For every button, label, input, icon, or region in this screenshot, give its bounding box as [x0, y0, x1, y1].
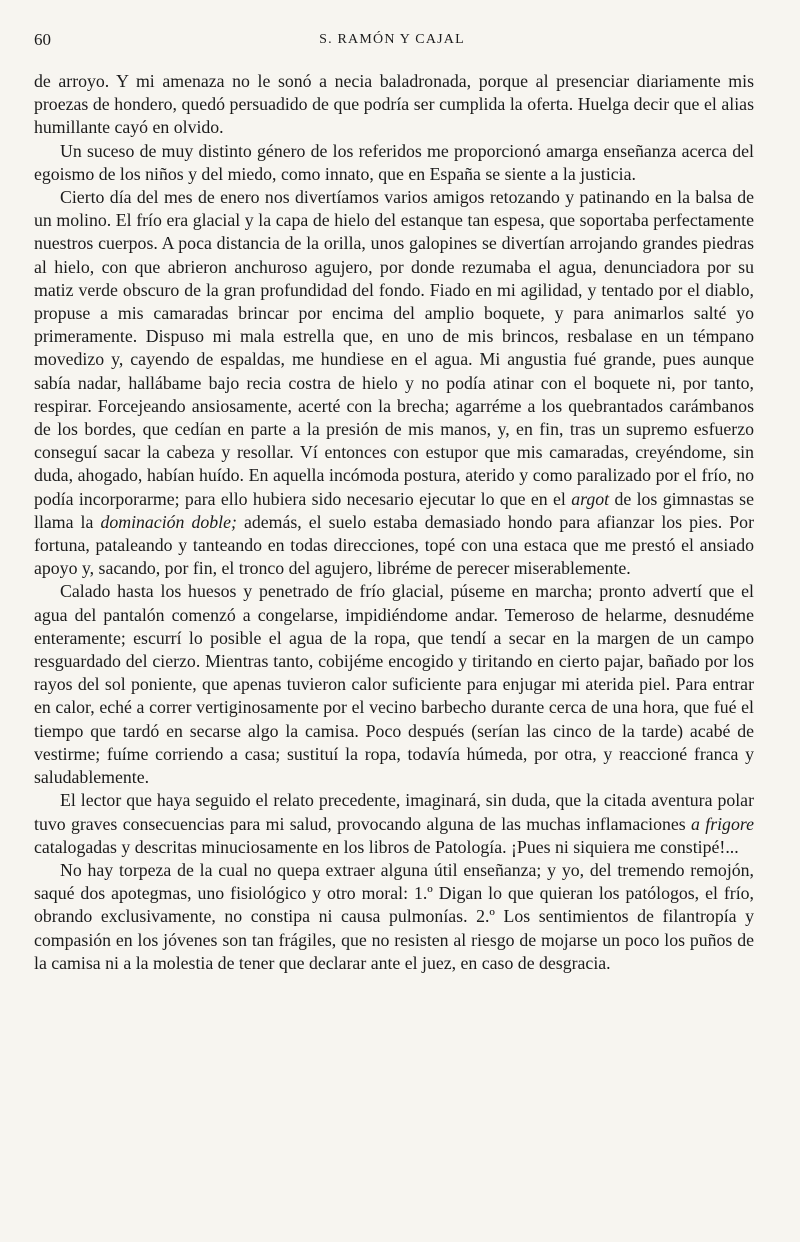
paragraph-1: de arroyo. Y mi amenaza no le sonó a necia baladronada, porque al presenciar diariamente mis proezas de hondero, quedó persuadido de que podría ser cumplida la oferta. Huelga decir que el alias humillante cayó en olvido. — [34, 71, 754, 138]
running-title: S. RAMÓN Y CAJAL — [319, 32, 465, 47]
page-number: 60 — [34, 30, 51, 49]
running-header — [34, 30, 750, 54]
italic-term-argot: argot — [571, 488, 610, 509]
paragraph-4: Calado hasta los huesos y penetrado de frío glacial, púseme en marcha; pronto advertí que el agua del pantalón comenzó a congelarse, impidiéndome andar. Temeroso de helarme, desnudéme enteramente; escurrí lo posible el agua de la ropa, que tendí a secar en la margen de un campo resguardado del cierzo. Mientras tanto, cobijéme encogido y tiritando en cierto pajar, bañado por los rayos del sol poniente, que apenas tuvieron calor suficiente para enjugar mi aterida piel. Para entrar en calor, eché a correr vertiginosamente por el vecino barbecho durante cerca de una hora, que fué el tiempo que tardó en secarse algo la camisa. Poco después (serían las cinco de la tarde) acabé de vestirme; fuíme corriendo a casa; sustituí la ropa, todavía húmeda, por otra, y reaccioné franca y saludablemente. — [34, 581, 754, 788]
paragraph-5-text-a: El lector que haya seguido el relato precedente, imaginará, sin duda, que la citada aventura polar tuvo graves consecuencias para mi salud, provocando alguna de las muchas inflamaciones — [34, 790, 754, 834]
paragraph-3-text-a: Cierto día del mes de enero nos divertíamos varios amigos retozando y patinando en la balsa de un molino. El frío era glacial y la capa de hielo del estanque tan espesa, que soportaba perfectamente nuestros cuerpos. A poca distancia de la orilla, unos galopines se divertían arrojando grandes piedras al hielo, con que abrieron anchuroso agujero, por donde rezumaba el agua, denunciadora por su matiz verde obscuro de la gran profundidad del fondo. Fiado en mi agilidad, y tentado por el diablo, propuse a mis camaradas brincar por encima del amplio boquete, y para animarlos salté yo primeramente. Dispuso mi mala estrella que, en uno de mis brincos, resbalase en un témpano movedizo y, cayendo de espaldas, me hundiese en el agua. Mi angustia fué grande, pues aunque sabía nadar, hallábame bajo recia costra de hielo y no podía atinar con el boquete ni, por tanto, respirar. Forcejeando ansiosamente, acerté con la brecha; agarréme a los quebrantados carámbanos de los bordes, que cedían en parte a la presión de mis manos, y, en fin, tras un supremo esfuerzo conseguí sacar la cabeza y resollar. Ví entonces con estupor que mis camaradas, creyéndome, sin duda, ahogado, habían huído. En aquella incómoda postura, aterido y como paralizado por el frío, no podía incorporarme; para ello hubiera sido necesario ejecutar lo que en el — [34, 187, 754, 509]
paragraph-3-text-c: además, el suelo estaba demasiado hondo para afianzar los pies. Por fortuna, pataleando y tanteando en todas direcciones, topé con una estaca que me prestó el ansiado apoyo y, sacando, por fin, el tronco del agujero, libréme de perecer miserablemente. — [34, 511, 754, 579]
body-text — [34, 70, 754, 975]
paragraph-5 — [34, 789, 754, 859]
italic-term-a-frigore: a frigore — [691, 813, 754, 834]
paragraph-2: Un suceso de muy distinto género de los referidos me proporcionó amarga enseñanza acerca del egoismo de los niños y del miedo, como innato, que en España se siente a la justicia. — [34, 140, 754, 184]
paragraph-3-text-b: de los gimnastas se llama la — [34, 488, 754, 532]
italic-term-dominacion-doble: dominación doble; — [100, 511, 237, 532]
paragraph-3 — [34, 186, 754, 580]
paragraph-5-text-b: catalogadas y descritas minuciosamente en los libros de Patología. ¡Pues ni siquiera me constipé!... — [34, 836, 739, 857]
paragraph-6: No hay torpeza de la cual no quepa extraer alguna útil enseñanza; y yo, del tremendo remojón, saqué dos apotegmas, uno fisiológico y otro moral: 1.º Digan lo que quieran los patólogos, el frío, obrando exclusivamente, no constipa ni causa pulmonías. 2.º Los sentimientos de filantropía y compasión en los jóvenes son tan frágiles, que no resisten al riesgo de mojarse un poco los puños de la camisa ni a la molestia de tener que declarar ante el juez, en caso de desgracia. — [34, 859, 754, 973]
